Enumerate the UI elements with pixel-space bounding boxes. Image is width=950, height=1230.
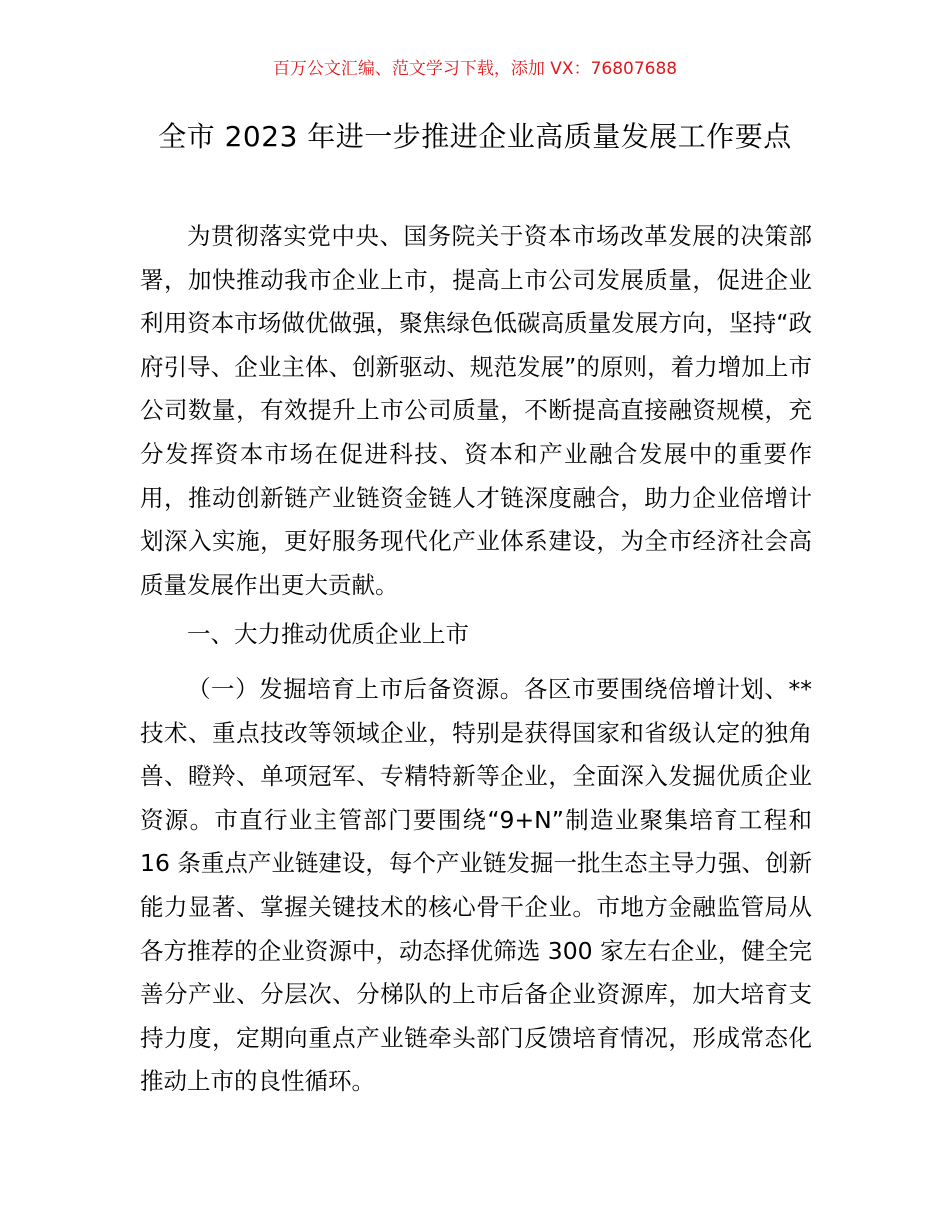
section-heading: 一、大力推动优质企业上市	[187, 620, 469, 648]
document-title: 全市 2023 年进一步推进企业高质量发展工作要点	[158, 120, 792, 153]
header-promo-note: 百万公文汇编、范文学习下载，添加 VX：76807688	[272, 59, 678, 79]
subsection-paragraph: （一）发掘培育上市后备资源。各区市要围绕倍增计划、**技术、重点技改等领域企业，特别是获得国家和省级认定的独角兽、瞪羚、单项冠军、专精特新等企业，全面深入发掘优质企业资源。市直行业主管部门要围绕“9+N”制造业聚集培育工程和 16 条重点产业链建设，每个产业链发掘一批生态主导力强、创新能力显著、掌握关键技术的核心骨干企业。市地方金融监管局从各方推荐的企业资源中，动态择优筛选 300 家左右企业，健全完善分产业、分层次、分梯队的上市后备企业资源库，加大培育支持力度，定期向重点产业链牵头部门反馈培育情况，形成常态化推动上市的良性循环。	[140, 675, 812, 1096]
intro-paragraph: 为贯彻落实党中央、国务院关于资本市场改革发展的决策部署，加快推动我市企业上市，提高上市公司发展质量，促进企业利用资本市场做优做强，聚焦绿色低碳高质量发展方向，坚持“政府引导、企业主体、创新驱动、规范发展”的原则，着力增加上市公司数量，有效提升上市公司质量，不断提高直接融资规模，充分发挥资本市场在促进科技、资本和产业融合发展中的重要作用，推动创新链产业链资金链人才链深度融合，助力企业倍增计划深入实施，更好服务现代化产业体系建设，为全市经济社会高质量发展作出更大贡献。	[140, 222, 812, 599]
